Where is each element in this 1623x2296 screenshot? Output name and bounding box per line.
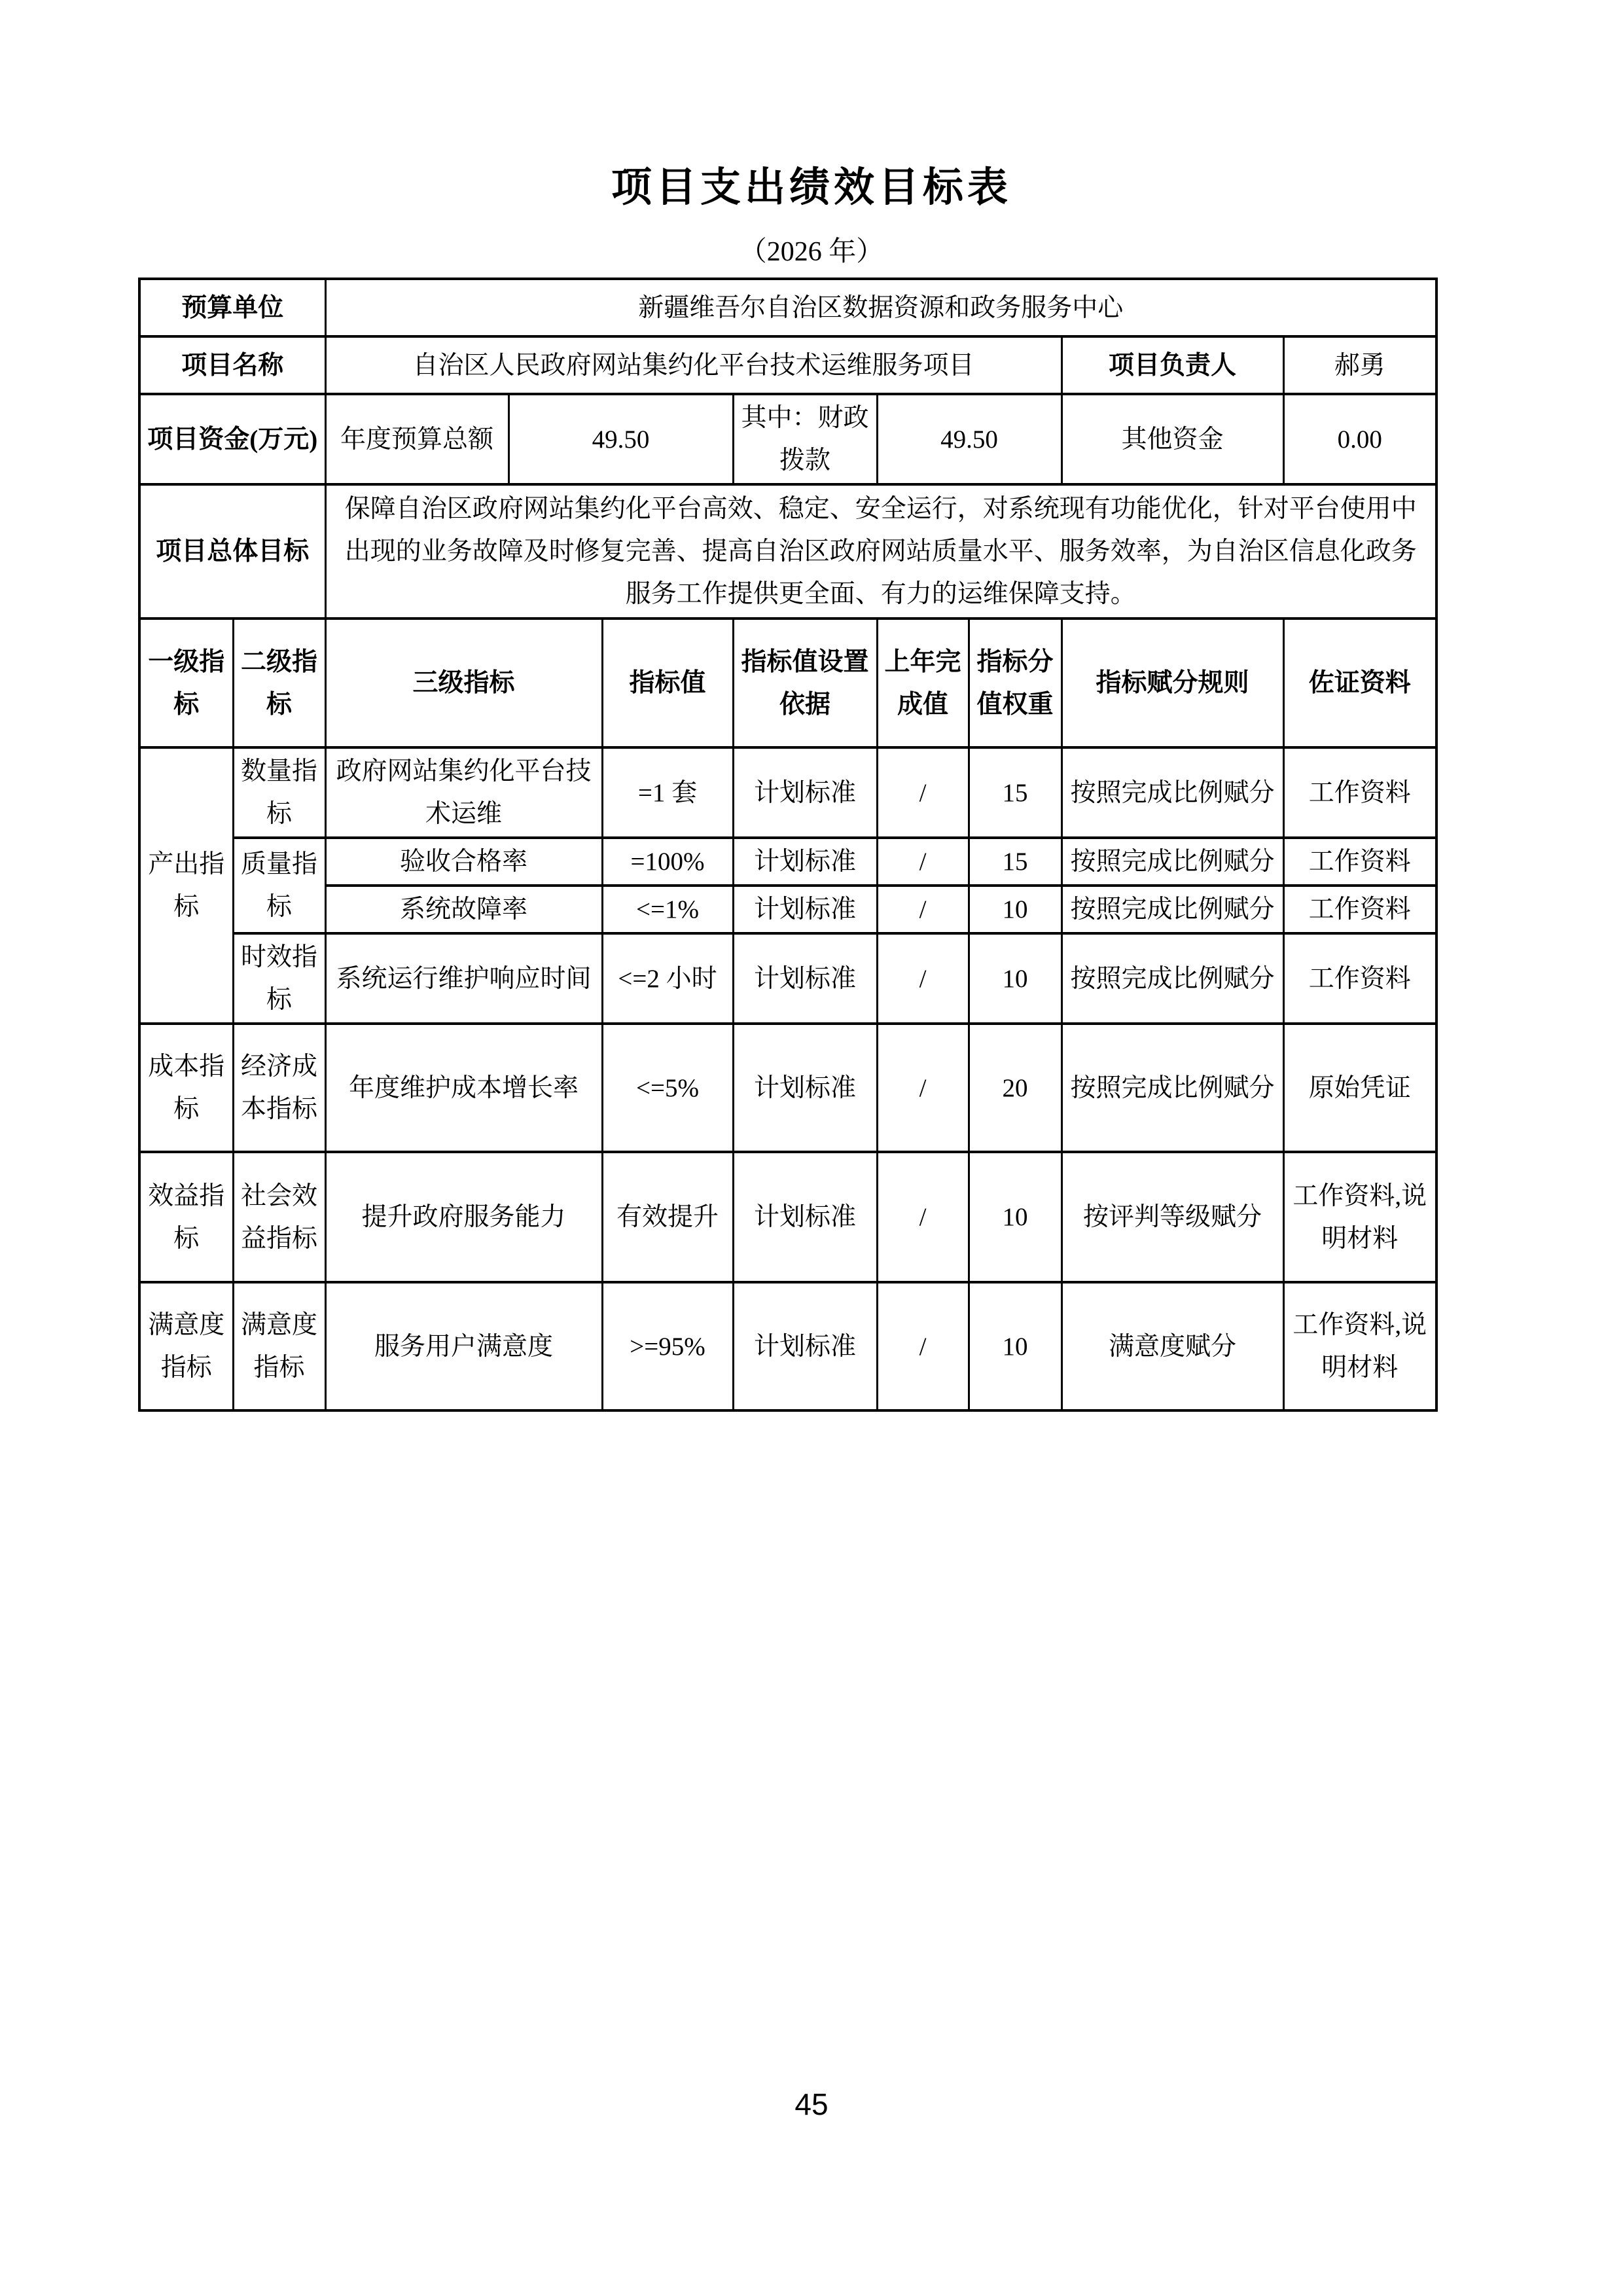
annual-budget-label: 年度预算总额 [325, 394, 508, 484]
table-row [139, 279, 1436, 336]
indicator-value: =1 套 [602, 747, 733, 838]
header-rule: 指标赋分规则 [1061, 619, 1283, 747]
project-leader-label: 项目负责人 [1061, 336, 1283, 394]
funds-label: 项目资金(万元) [139, 394, 325, 484]
indicator-evidence: 工作资料 [1283, 933, 1436, 1024]
level2-social-benefit: 社会效益指标 [233, 1152, 325, 1282]
indicator-prev-year: / [877, 1024, 969, 1152]
indicator-rule: 按照完成比例赋分 [1061, 933, 1283, 1024]
indicator-weight: 10 [969, 1282, 1061, 1410]
page-number: 45 [794, 2087, 829, 2121]
indicator-evidence: 原始凭证 [1283, 1024, 1436, 1152]
indicator-prev-year: / [877, 747, 969, 838]
indicator-basis: 计划标准 [733, 1282, 877, 1410]
budget-unit-value: 新疆维吾尔自治区数据资源和政务服务中心 [325, 279, 1436, 336]
indicator-evidence: 工作资料 [1283, 838, 1436, 886]
indicator-value: <=2 小时 [602, 933, 733, 1024]
indicator-row [139, 1152, 1436, 1282]
performance-target-table [138, 278, 1438, 1412]
indicator-evidence: 工作资料 [1283, 747, 1436, 838]
other-funds-label: 其他资金 [1061, 394, 1283, 484]
table-row [139, 336, 1436, 394]
indicator-weight: 20 [969, 1024, 1061, 1152]
other-funds-value: 0.00 [1283, 394, 1436, 484]
indicator-rule: 按评判等级赋分 [1061, 1152, 1283, 1282]
indicator-value: <=1% [602, 886, 733, 933]
project-name-value: 自治区人民政府网站集约化平台技术运维服务项目 [325, 336, 1061, 394]
indicator-rule: 按照完成比例赋分 [1061, 886, 1283, 933]
header-weight: 指标分值权重 [969, 619, 1061, 747]
indicator-weight: 10 [969, 1152, 1061, 1282]
header-value: 指标值 [602, 619, 733, 747]
indicator-header-row [139, 619, 1436, 747]
indicator-value: >=95% [602, 1282, 733, 1410]
level3-indicator: 系统运行维护响应时间 [325, 933, 602, 1024]
indicator-prev-year: / [877, 1152, 969, 1282]
indicator-row [139, 747, 1436, 838]
indicator-value: <=5% [602, 1024, 733, 1152]
project-leader-value: 郝勇 [1283, 336, 1436, 394]
level2-quantity: 数量指标 [233, 747, 325, 838]
header-level3: 三级指标 [325, 619, 602, 747]
header-evidence: 佐证资料 [1283, 619, 1436, 747]
project-name-label: 项目名称 [139, 336, 325, 394]
level2-quality: 质量指标 [233, 838, 325, 933]
level2-satisfaction: 满意度指标 [233, 1282, 325, 1410]
level1-cost: 成本指标 [139, 1024, 233, 1152]
header-level1: 一级指标 [139, 619, 233, 747]
indicator-rule: 按照完成比例赋分 [1061, 1024, 1283, 1152]
annual-budget-value: 49.50 [508, 394, 733, 484]
table-row [139, 484, 1436, 619]
indicator-basis: 计划标准 [733, 838, 877, 886]
indicator-rule: 按照完成比例赋分 [1061, 747, 1283, 838]
level3-indicator: 提升政府服务能力 [325, 1152, 602, 1282]
indicator-value: 有效提升 [602, 1152, 733, 1282]
overall-goal-label: 项目总体目标 [139, 484, 325, 619]
level1-satisfaction: 满意度指标 [139, 1282, 233, 1410]
level1-output: 产出指标 [139, 747, 233, 1024]
indicator-evidence: 工作资料,说明材料 [1283, 1152, 1436, 1282]
indicator-row [139, 886, 1436, 933]
indicator-weight: 15 [969, 838, 1061, 886]
indicator-evidence: 工作资料 [1283, 886, 1436, 933]
header-basis: 指标值设置依据 [733, 619, 877, 747]
fiscal-allocation-value: 49.50 [877, 394, 1061, 484]
indicator-prev-year: / [877, 1282, 969, 1410]
level3-indicator: 验收合格率 [325, 838, 602, 886]
header-prev-year: 上年完成值 [877, 619, 969, 747]
overall-goal-value: 保障自治区政府网站集约化平台高效、稳定、安全运行，对系统现有功能优化，针对平台使用中出现的业务故障及时修复完善、提高自治区政府网站质量水平、服务效率，为自治区信息化政务服务工作提供更全面、有力的运维保障支持。 [325, 484, 1436, 619]
fiscal-allocation-label: 其中：财政拨款 [733, 394, 877, 484]
indicator-rule: 满意度赋分 [1061, 1282, 1283, 1410]
indicator-weight: 15 [969, 747, 1061, 838]
indicator-basis: 计划标准 [733, 1024, 877, 1152]
indicator-rule: 按照完成比例赋分 [1061, 838, 1283, 886]
indicator-basis: 计划标准 [733, 933, 877, 1024]
indicator-weight: 10 [969, 886, 1061, 933]
level1-benefit: 效益指标 [139, 1152, 233, 1282]
table-row [139, 394, 1436, 484]
indicator-prev-year: / [877, 933, 969, 1024]
level2-economic-cost: 经济成本指标 [233, 1024, 325, 1152]
indicator-prev-year: / [877, 838, 969, 886]
indicator-row [139, 1282, 1436, 1410]
indicator-basis: 计划标准 [733, 886, 877, 933]
level3-indicator: 年度维护成本增长率 [325, 1024, 602, 1152]
indicator-basis: 计划标准 [733, 1152, 877, 1282]
budget-unit-label: 预算单位 [139, 279, 325, 336]
indicator-row [139, 1024, 1436, 1152]
level2-timeliness: 时效指标 [233, 933, 325, 1024]
indicator-evidence: 工作资料,说明材料 [1283, 1282, 1436, 1410]
indicator-row [139, 933, 1436, 1024]
page-title: 项目支出绩效目标表 [611, 166, 1012, 210]
header-level2: 二级指标 [233, 619, 325, 747]
indicator-value: =100% [602, 838, 733, 886]
level3-indicator: 系统故障率 [325, 886, 602, 933]
page-subtitle: （2026 年） [739, 237, 884, 267]
indicator-weight: 10 [969, 933, 1061, 1024]
indicator-basis: 计划标准 [733, 747, 877, 838]
level3-indicator: 服务用户满意度 [325, 1282, 602, 1410]
indicator-row [139, 838, 1436, 886]
indicator-prev-year: / [877, 886, 969, 933]
level3-indicator: 政府网站集约化平台技术运维 [325, 747, 602, 838]
